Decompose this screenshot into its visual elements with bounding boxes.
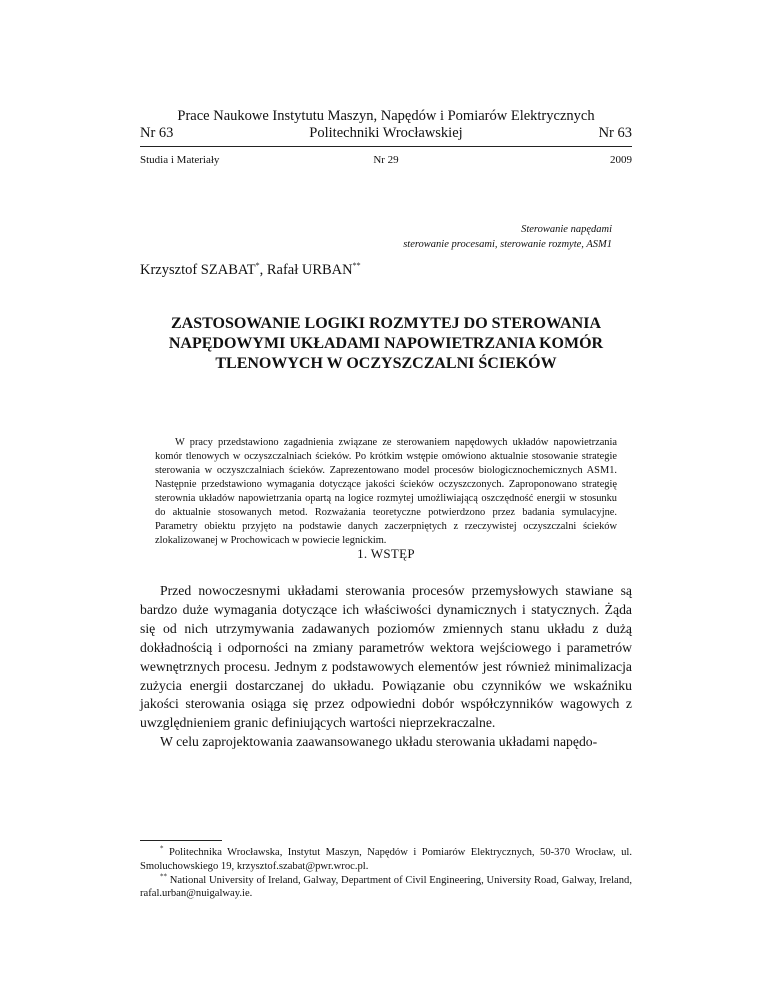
footnote-1 <box>140 846 632 874</box>
title-line2: NAPĘDOWYMI UKŁADAMI NAPOWIETRZANIA KOMÓR <box>168 335 604 352</box>
author-2-mark: ** <box>352 261 361 271</box>
keywords-line1: Sterowanie napędami <box>521 224 612 235</box>
footnote-1-mark: * <box>160 844 164 853</box>
series-name: Studia i Materiały <box>140 154 220 166</box>
title-line3: TLENOWYCH W OCZYSZCZALNI ŚCIEKÓW <box>215 355 557 372</box>
author-1-mark: * <box>255 261 260 271</box>
body-paragraph-1: Przed nowoczesnymi układami sterowania procesów przemysłowych stawiane są bardzo duże wymagania dotyczące ich właściwości dynamicznych i statycznych. Żąda się od nich utrzymywania zadawanych poziomów zmiennych stanu układu z dużą dokładnością i odporności na zmiany parametrów wektora wejściowego i parametrów wewnętrznych procesu. Jednym z podstawowych elementów jest również minimalizacja zużycia energii dostarczanej do układu. Powiązanie obu czynników we wskaźniku jakości sterowania osiąga się przez odpowiedni dobór współczynników wagowych z uwzględnieniem granic definiujących wartości nieprzekraczalne. <box>140 583 632 731</box>
issue-number-left: Nr 63 <box>140 125 174 141</box>
footnote-divider <box>140 840 222 841</box>
author-1: Krzysztof SZABAT <box>140 262 256 278</box>
body-text <box>140 582 632 752</box>
footnote-2 <box>140 874 632 902</box>
author-separator: , <box>259 262 267 278</box>
authors <box>140 262 361 279</box>
journal-name-line1: Prace Naukowe Instytutu Maszyn, Napędów i Pomiarów Elektrycznych <box>177 108 595 124</box>
journal-name-line2: Politechniki Wrocławskiej <box>309 125 463 141</box>
paper-title <box>140 314 632 374</box>
title-line1: ZASTOSOWANIE LOGIKI ROZMYTEJ DO STEROWANIA <box>170 315 602 332</box>
author-2: Rafał URBAN <box>266 262 353 278</box>
keywords-block <box>403 222 612 252</box>
footnote-2-mark: ** <box>160 872 167 881</box>
footnotes <box>140 846 632 901</box>
issue-number-right: Nr 63 <box>598 125 632 141</box>
footnote-2-text: National University of Ireland, Galway, Department of Civil Engineering, University Road, Galway, Ireland, rafal.urban@nuigalway.ie. <box>140 874 632 900</box>
abstract: W pracy przedstawiono zagadnienia związane ze sterowaniem napędowych układów napowietrzania komór tlenowych w oczyszczalniach ścieków. Po krótkim wstępie omówiono aktualnie stosowanie strategie sterowania w oczyszczalniach ścieków. Zaprezentowano model procesów biologicznochemicznych ASM1. Następnie przedstawiono wymagania dotyczące jakości ścieków oczyszczonych. Zaproponowano strategię sterownia układów napowietrzania opartą na logice rozmytej umożliwiającą oszczędność energii w stosunku do aktualnie stosowanych metod. Rozważania teoretyczne potwierdzono przez badania symulacyjne. Parametry obiektu przyjęto na podstawie danych zaczerpniętych z rzeczywistej oczyszczalni ścieków zlokalizowanej w Prochowicach w powiecie legnickim. <box>155 437 617 546</box>
body-paragraph-2: W celu zaprojektowania zaawansowanego układu sterowania układami napędo- <box>160 734 598 750</box>
section-heading: 1. WSTĘP <box>357 546 415 561</box>
series-issue: Nr 29 <box>373 154 399 166</box>
publication-year: 2009 <box>610 154 632 166</box>
keywords-line2: sterowanie procesami, sterowanie rozmyte, ASM1 <box>403 239 612 250</box>
header-divider <box>140 146 632 147</box>
footnote-1-text: Politechnika Wrocławska, Instytut Maszyn, Napędów i Pomiarów Elektrycznych, 50-370 Wrocław, ul. Smoluchowskiego 19, krzysztof.szabat@pwr.wroc.pl. <box>140 847 632 872</box>
